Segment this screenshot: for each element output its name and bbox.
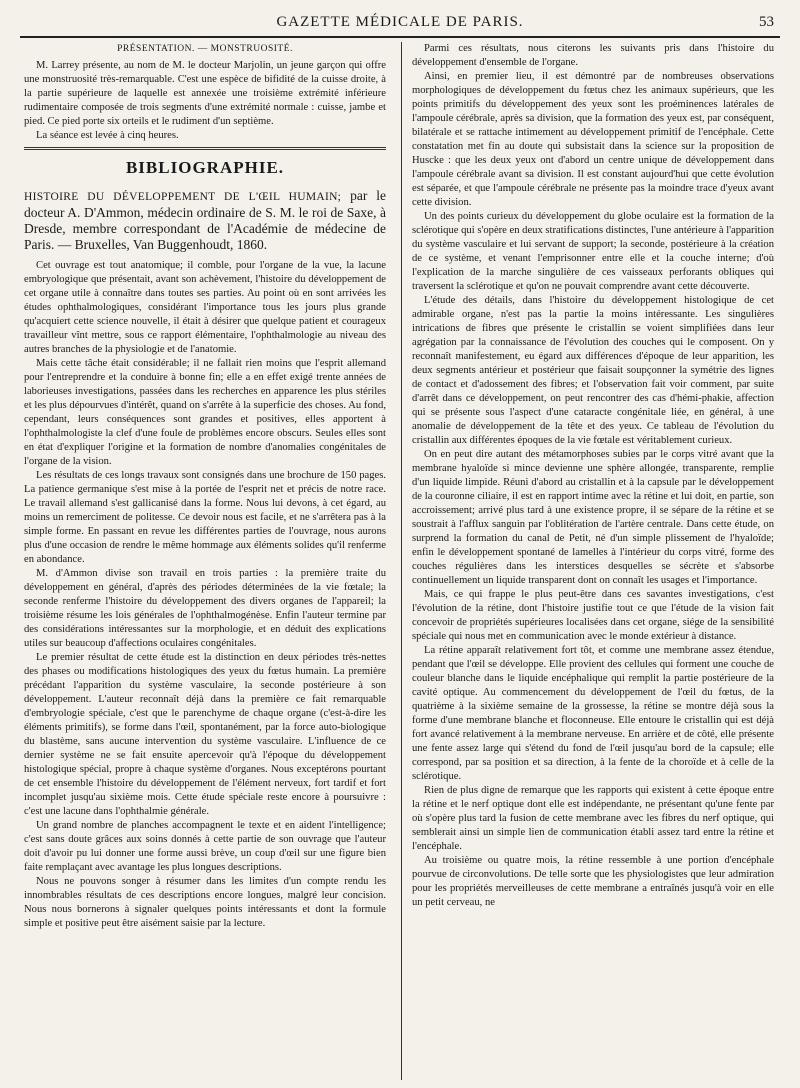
bibliography-title: BIBLIOGRAPHIE. <box>125 158 285 177</box>
review-paragraph: On en peut dire autant des métamorphoses subies par le corps vitré avant que la membrane hyaloïde si mince devienne une sphère allongée, transparente, remplie d'un liquide limpide. Réuni d'abord au cristallin et à la capsule par le développement de la couronne ciliaire, il est en rapport intime avec la rétine et lui doit, en partie, son accroissement; arrivé plus tard à une existence propre, il se sépare de la rétine et se soustrait à l'afflux sanguin par l'oblitération de l'artère centrale. Dans cette étude, on surprend la formation du canal de Petit, né d'un simple plissement de l'hyaloïde; enfin le développement spontané de lamelles à l'intérieur du corps vitré, forme des couches régulières dans les interstices desquelles se sécrète et s'absorbe continuellement un liquide transparent dont on connaît les usages et l'importance. <box>412 449 774 586</box>
review-paragraph: Parmi ces résultats, nous citerons les suivants pris dans l'histoire du développement d'ensemble de l'organe. <box>412 43 774 68</box>
book-citation <box>24 188 386 253</box>
review-paragraph: Un grand nombre de planches accompagnent le texte et en aident l'intelligence; c'est sans doute grâces aux soins donnés à cette partie de son ouvrage que l'auteur doit d'avoir pu lui donner une forme aussi brève, un coup d'œil sur une figure bien faite remplaçant avec avantage les plus longues descriptions. <box>24 820 386 873</box>
section-divider <box>24 147 386 150</box>
review-paragraph: Un des points curieux du développement du globe oculaire est la formation de la sclérotique qui s'opère en deux stratifications distinctes, l'une antérieure à l'apparition du système vasculaire et lui servant de support; la seconde, postérieure à la création de ce système, et venant l'emprisonner entre elle et la couche interne; d'où l'explication de la marche singulière de ces vaisseaux perforants obliques qui traversent la sclérotique et qu'on ne pouvait comprendre avant cette découverte. <box>412 211 774 292</box>
column-divider <box>401 42 402 1080</box>
review-paragraph: Au troisième ou quatre mois, la rétine ressemble à une portion d'encéphale pourvue de circonvolutions. De telle sorte que les physiologistes que leur admiration pour les propriétés merveilleuses de cette membrane a entraînés jusqu'à voir en elle un petit cerveau, ne <box>412 855 774 908</box>
right-column <box>412 42 774 1082</box>
review-paragraph: M. d'Ammon divise son travail en trois parties : la première traite du développement en général, d'après des périodes déterminées de la vie fœtale; la seconde renferme l'histoire du développement des divers organes de l'appareil; la troisième résume les lois générales de l'ophthalmogénèse. Enfin l'auteur termine par des considérations intéressantes sur la morphologie, et en déduit des explications utiles sur beaucoup d'affections oculaires congénitales. <box>24 568 386 649</box>
review-paragraph: Les résultats de ces longs travaux sont consignés dans une brochure de 150 pages. La patience germanique s'est mise à la portée de l'esprit net et précis de notre race. Le travail allemand s'est gallicanisé dans la forme. Nous lui devons, à cet égard, au moins un remerciment de politesse. Ce devoir nous est facile, et ne s'arrêtera pas à la simple forme. En passant en revue les différentes parties de l'ouvrage, nous aurons plus d'une occasion de rendre le même hommage aux éléments solides qu'il renferme en abondance. <box>24 470 386 565</box>
presentation-paragraph: M. Larrey présente, au nom de M. le docteur Marjolin, un jeune garçon qui offre une monstruosité très-remarquable. C'est une espèce de bifidité de la cuisse droite, à la partie supérieure de laquelle est annexée une troisième extrémité inférieure rudimentaire composée de trois segments d'une extrémité normale : cuisse, jambe et pied. Ce pied porte six orteils et le rudiment d'un septième. <box>24 60 386 127</box>
review-paragraph: La rétine apparaît relativement fort tôt, et comme une membrane assez étendue, pendant que l'œil se développe. Elle provient des cellules qui forment une couche de couleur blanche dans le liquide encéphalique qui remplit la partie postérieure de la cavité optique. Au commencement du développement de l'œil du fœtus, de la quatrième à la sixième semaine de la grossesse, la rétine se montre déjà sous la forme d'une membrane blanche et floconneuse. Elle entoure le cristallin qui est déjà fort avancé relativement à la membrane nerveuse. En arrière et de côté, elle présente une fente assez large qui s'étend du fond de l'œil jusqu'au bord de la capsule; elle correspond, par sa position et sa direction, à la fente de la choroïde et à celle de la sclérotique. <box>412 645 774 782</box>
review-paragraph: L'étude des détails, dans l'histoire du développement histologique de cet admirable organe, n'est pas la partie la moins intéressante. Les singulières intrications de fibres que présente le cristallin se voient simplifiées dans leur agrégation par la connaissance de l'évolution des couches qui le composent. On y reconnaît manifestement, eu égard aux différences d'époque de leur apparition, les deux segments antérieur et postérieur que faisait soupçonner la symétrie des lignes de contact et d'adossement des fibres; et l'observation fait voir comment, par suite d'arrêt dans ce développement, on peut rencontrer des cas d'hémi-phakie, affection qui se présente sous l'aspect d'une cataracte congénitale liée, en général, à une anomalie de développement de la tête et des yeux. Ce tableau de l'évolution du cristallin aux différentes époques de la vie fœtale est véritablement curieux. <box>412 295 774 446</box>
review-paragraph: Nous ne pouvons songer à résumer dans les limites d'un compte rendu les innombrables résultats de ces descriptions encore longues, malgré leur concision. Nous nous bornerons à signaler quelques points intéressants et dont la formule simple et positive peut être aisément saisie par la lecture. <box>24 876 386 929</box>
left-column <box>24 42 386 1082</box>
review-paragraph: Mais, ce qui frappe le plus peut-être dans ces savantes investigations, c'est l'évolution de la rétine, dont l'histoire justifie tout ce que l'étude de la vision fait concevoir de propriétés supérieures localisées dans cet organe, siége de la sensibilité spéciale qui nous met en communication avec le monde extérieur à distance. <box>412 589 774 642</box>
book-title: HISTOIRE DU DÉVELOPPEMENT DE L'ŒIL HUMAIN; <box>24 191 342 203</box>
book-details: par le docteur A. D'Ammon, médecin ordinaire de S. M. le roi de Saxe, à Dresde, membre correspondant de l'Académie de médecine de Paris. — Bruxelles, Van Buggenhoudt, 1860. <box>24 188 386 252</box>
review-paragraph: Mais cette tâche était considérable; il ne fallait rien moins que l'esprit allemand pour l'entreprendre et la conduire à bonne fin; elle a en effet exigé trente années de laborieuses investigations, passées dans les recherches en apparence les plus stériles et les plus dépourvues d'intérêt, quand on s'arrête à la superficie des choses. Au fond, cependant, leurs conséquences sont grandes et positives, elles apportent à l'ophthalmologiste la clef d'une foule de problèmes encore obscurs. Seules elles sont en état d'expliquer l'origine et la formation de nombre d'anomalies congénitales de l'organe de la vision. <box>24 358 386 467</box>
section-heading: PRÉSENTATION. — MONSTRUOSITÉ. <box>117 44 293 54</box>
review-paragraph: Rien de plus digne de remarque que les rapports qui existent à cette époque entre la rétine et le nerf optique dont elle est indépendante, ne présentant qu'une fente par où s'opère plus tard la fusion de cette membrane avec les fibres du nerf optique, qui semblerait ainsi un simple lien de communication établi assez tard entre la rétine et l'encéphale. <box>412 785 774 852</box>
journal-title: GAZETTE MÉDICALE DE PARIS. <box>276 14 524 30</box>
review-paragraph: Le premier résultat de cette étude est la distinction en deux périodes très-nettes des phases ou modifications histologiques des yeux du fœtus humain. La première précédant l'apparition du système vasculaire, la seconde postérieure à son développement. L'auteur reconnaît déjà dans la première ce fait remarquable d'embryologie spéciale, c'est que le parenchyme de chaque organe (c'est-à-dire les éléments primitifs), se forme dans l'œil, spontanément, par la force auto-biologique du blastème, sans aucune intervention du système vasculaire. L'influence de ce dernier système ne se fait ensuite apercevoir qu'à l'époque du développement histologique spécial, propre à chaque système d'organes. Nous exceptérons pourtant de cet ensemble l'histoire du développement de l'élément nerveux, fort tardif et fort incomplet jusqu'au sixième mois. Cette étude spéciale reste encore à poursuivre : c'est une lacune dans l'ophthalmie générale. <box>24 652 386 817</box>
page-header <box>20 12 780 38</box>
review-paragraph: Cet ouvrage est tout anatomique; il comble, pour l'organe de la vue, la lacune embryologique que présentait, avant son achèvement, l'histoire du développement de cet organe utile à connaître dans toutes ses parties. Au point où en sont arrivées les études ophthalmologiques, considérant l'importance tous les jours plus grande qu'acquiert cette science nouvelle, il était à désirer que quelque patient et courageux travailleur vînt mettre, sous ce rapport élémentaire, l'ophthalmologie au niveau des autres branches de la physiologie et de l'anatomie. <box>24 260 386 355</box>
closing-line: La séance est levée à cinq heures. <box>36 130 179 141</box>
review-paragraph: Ainsi, en premier lieu, il est démontré par de nombreuses observations morphologiques de développement du fœtus chez les animaux supérieurs, que les points primitifs du développement des yeux sont les proéminences latérales de l'ampoule cérébrale, après sa division, que la formation des yeux est, par conséquent, bilatérale et se rattache intimement au développement primitif de l'encéphale. Cette constatation met fin au doute qui subsistait dans la science sur la proposition de Huscke : que les deux yeux ont d'abord un centre unique de développement dans l'ampoule cérébrale avant sa division. Il est constant aujourd'hui que cette évolution est séparée, et que l'ampoule cérébrale ne présente pas la moindre trace d'yeux avant cette division. <box>412 71 774 208</box>
page-number: 53 <box>759 14 774 30</box>
